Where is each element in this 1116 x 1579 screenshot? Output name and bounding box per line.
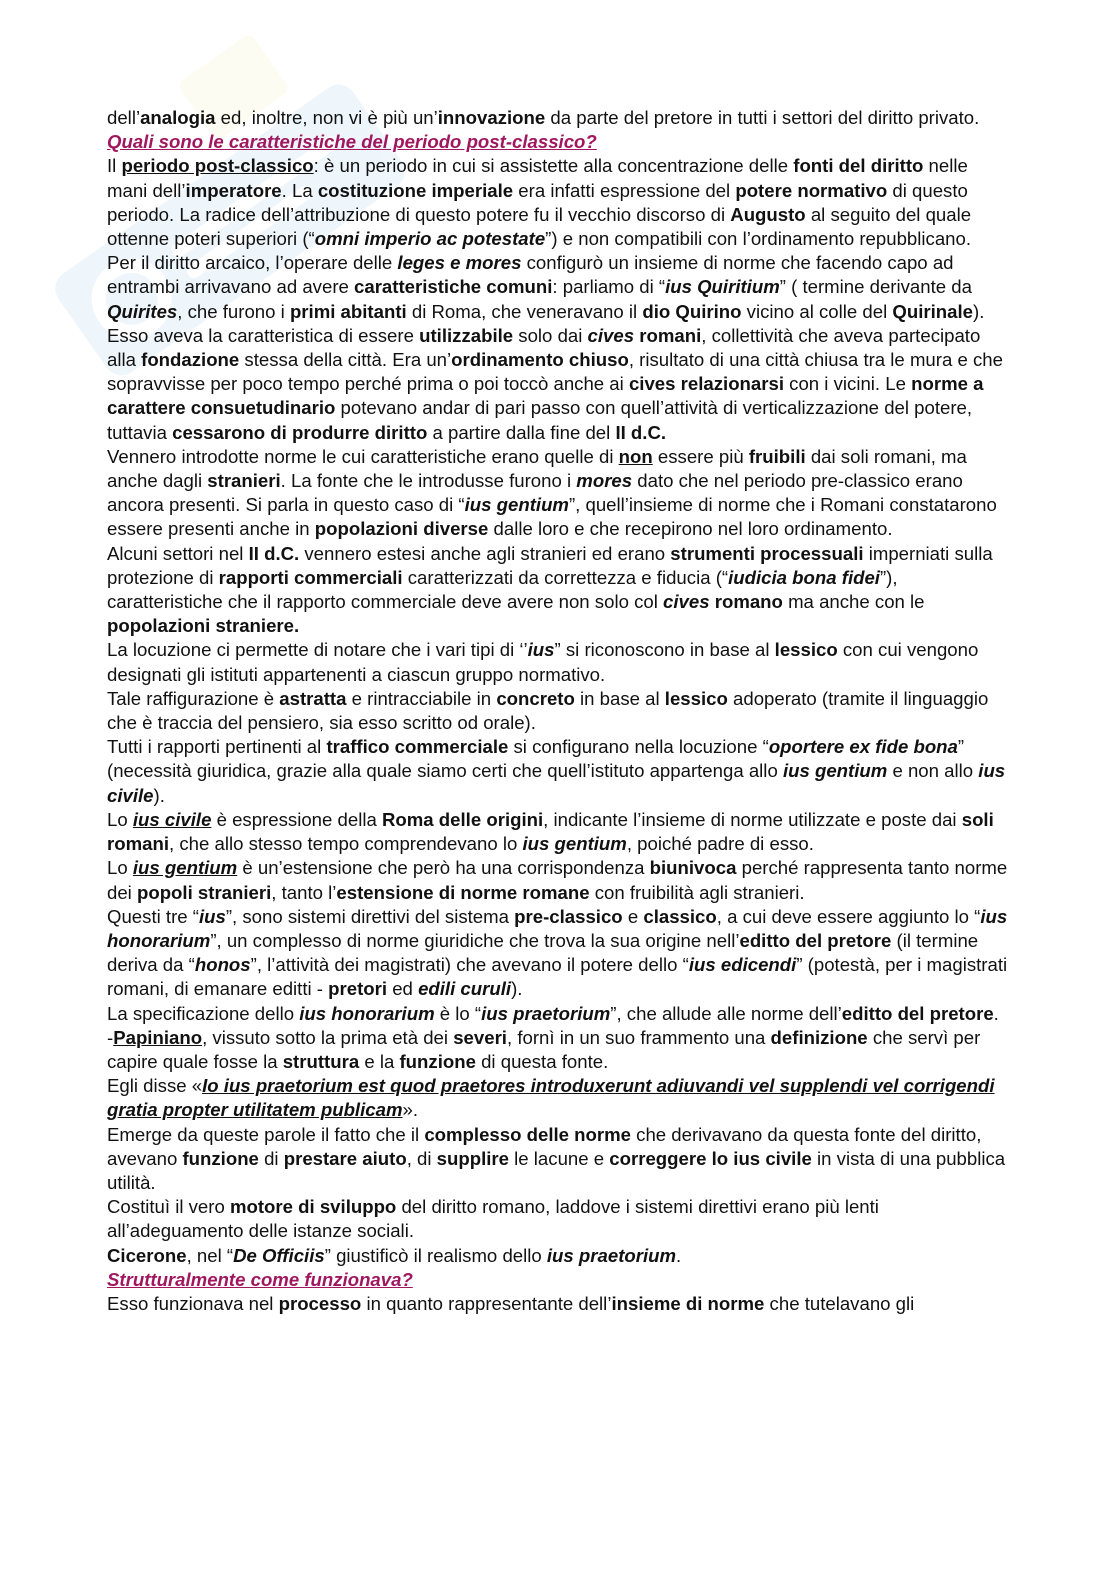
text-run: imperniati sulla protezione di (107, 542, 993, 588)
emphasis-text: fonti del diritto (793, 155, 924, 177)
emphasis-text: ius Quiritium (665, 276, 780, 298)
emphasis-text: prestare aiuto (283, 1147, 407, 1169)
emphasis-text: strumenti processuali (670, 542, 864, 564)
emphasis-text: lessico (774, 639, 838, 661)
emphasis-text: II d.C. (248, 542, 300, 564)
emphasis-text: astratta (279, 687, 347, 709)
text-run: caratterizzati da correttezza e fiducia (“ (402, 566, 729, 588)
emphasis-text: norme a carattere consuetudinario (107, 373, 984, 419)
emphasis-text: edili curuli (418, 978, 512, 1000)
emphasis-text: Quirites (107, 300, 178, 322)
text-run: vicino al colle del (741, 300, 893, 322)
text-run: , che furono i (177, 300, 290, 322)
paragraph (107, 808, 1012, 856)
text-run: in quanto rappresentante dell’ (361, 1292, 612, 1314)
emphasis-text: II d.C. (615, 421, 667, 443)
emphasis-text: ius civile (107, 760, 1006, 806)
emphasis-text: leges e mores (397, 252, 522, 274)
text-run: . La fonte che le introdusse furono i (280, 470, 577, 492)
emphasis-text: ordinamento chiuso (451, 349, 629, 371)
emphasis-text: popolazioni straniere. (107, 615, 300, 637)
emphasis-text: Augusto (730, 203, 806, 225)
text-run: si configurano nella locuzione “ (508, 736, 769, 758)
emphasis-text: ius civile (132, 808, 212, 830)
text-run: di Roma, che veneravano il (406, 300, 643, 322)
emphasis-text: romani (639, 324, 702, 346)
text-run: , nel “ (186, 1244, 234, 1266)
paragraph (107, 687, 1012, 735)
text-run: Lo (107, 857, 133, 879)
emphasis-text: caratteristiche comuni (354, 276, 553, 298)
text-run: di (258, 1147, 284, 1169)
text-run: Tutti i rapporti pertinenti al (107, 736, 327, 758)
emphasis-text: iudicia bona fidei (728, 566, 880, 588)
emphasis-text: analogia (140, 107, 216, 128)
emphasis-text: dio Quirino (642, 300, 742, 322)
text-run: ” giustificò il realismo dello (324, 1244, 547, 1266)
text-run: Vennero introdotte norme le cui caratteristiche erano quelle di (107, 445, 619, 467)
text-run: , poiché padre di esso. (626, 833, 814, 855)
emphasis-text: Papiniano (113, 1026, 203, 1048)
emphasis-text: Quirinale (892, 300, 974, 322)
text-run: dalle loro e che recepirono nel loro ordinamento. (488, 518, 893, 540)
text-run: - (107, 1026, 114, 1048)
emphasis-text: motore di sviluppo (229, 1196, 397, 1218)
emphasis-text: Io ius praetorium est quod praetores introduxerunt adiuvandi vel supplendi vel corrigendi gratia propter utilitatem publicam (107, 1075, 995, 1121)
emphasis-text: funzione (399, 1050, 476, 1072)
text-run: che tutelavano gli (764, 1292, 915, 1314)
text-run: vennero estesi anche agli stranieri ed erano (299, 542, 671, 564)
emphasis-text: cives (663, 591, 710, 613)
text-run: di questo periodo. La radice dell’attribuzione di questo potere fu il vecchio discorso di (107, 179, 968, 225)
text-run: , vissuto sotto la prima età dei (202, 1026, 454, 1048)
emphasis-text: soli romani (107, 808, 994, 855)
text-run: con cui vengono designati gli istituti appartenenti a ciascun gruppo normativo. (107, 639, 979, 685)
emphasis-text: editto del pretore (739, 929, 892, 951)
emphasis-text: biunivoca (649, 857, 737, 879)
paragraph (107, 735, 1012, 808)
paragraph (107, 1026, 1012, 1074)
text-run: ». (402, 1099, 418, 1121)
text-run: Alcuni settori nel (107, 542, 249, 564)
emphasis-text: utilizzabile (419, 324, 514, 346)
emphasis-text: imperatore (185, 179, 282, 201)
emphasis-text: potere normativo (735, 179, 888, 201)
text-run: solo dai (513, 324, 588, 346)
emphasis-text: fondazione (141, 349, 240, 371)
emphasis-text: ius gentium (522, 833, 627, 855)
emphasis-text: ius edicendi (688, 954, 797, 976)
text-run: ). (511, 978, 523, 1000)
text-run: perché rappresenta tanto norme dei (107, 857, 1008, 903)
text-run: è espressione della (211, 808, 382, 830)
emphasis-text: ius gentium (464, 494, 569, 516)
text-run: ”, l’attività dei magistrati) che avevano il potere dello “ (250, 954, 689, 976)
text-run: Costituì il vero (107, 1196, 230, 1218)
text-run: ”, un complesso di norme giuridiche che trova la sua origine nell’ (210, 929, 740, 951)
emphasis-text: honos (194, 954, 251, 976)
emphasis-text: Quali sono le caratteristiche del periodo post-classico? (107, 131, 597, 153)
text-run: di questa fonte. (475, 1050, 609, 1072)
emphasis-text: traffico commerciale (326, 736, 509, 758)
text-run: con fruibilità agli stranieri. (589, 881, 805, 903)
paragraph (107, 1002, 1012, 1026)
text-run: dai soli romani, ma anche dagli (107, 445, 967, 492)
emphasis-text: supplire (436, 1147, 509, 1169)
emphasis-text: mores (576, 470, 633, 492)
document-body (107, 106, 1012, 1316)
emphasis-text: ius gentium (782, 760, 888, 782)
emphasis-text: popoli stranieri (136, 881, 272, 903)
text-run: in base al (574, 687, 665, 709)
text-run: e la (359, 1050, 400, 1072)
emphasis-text: ius (198, 905, 226, 927)
text-run: : parliamo di “ (552, 276, 666, 298)
text-run: . (676, 1244, 682, 1266)
text-run: adoperato (tramite il linguaggio che è traccia del pensiero, sia esso scritto od orale). (107, 687, 989, 734)
text-run: configurò un insieme di norme che facendo capo ad entrambi arrivavano ad avere (107, 252, 954, 298)
emphasis-text: ius honorarium (299, 1002, 435, 1024)
emphasis-text: estensione di norme romane (336, 881, 590, 903)
paragraph (107, 638, 1012, 686)
emphasis-text: ius gentium (132, 857, 238, 879)
paragraph (107, 542, 1012, 639)
text-run: , di (406, 1147, 437, 1169)
text-run: dell’ (107, 107, 141, 128)
paragraph (107, 106, 1012, 130)
emphasis-text: omni imperio ac potestate (314, 228, 546, 250)
text-run: La specificazione dello (107, 1002, 300, 1024)
text-run: è lo “ (434, 1002, 482, 1024)
text-run: Tale raffigurazione è (107, 687, 280, 709)
text-run: ” (necessità giuridica, grazie alla quale siamo certi che quell’istituto appartenga allo (107, 736, 965, 782)
text-run: e rintracciabile in (346, 687, 497, 709)
text-run: nelle mani dell’ (107, 155, 968, 201)
text-run: ”, quell’insieme di norme che i Romani constatarono essere presenti anche in (107, 494, 997, 540)
paragraph (107, 154, 1012, 251)
text-run: ”) e non compatibili con l’ordinamento repubblicano. (545, 228, 972, 250)
text-run: Lo (107, 808, 133, 830)
paragraph (107, 856, 1012, 904)
emphasis-text: ius (527, 639, 555, 661)
text-run: ” ( termine derivante da (779, 276, 972, 298)
emphasis-text: ius praetorium (481, 1002, 611, 1024)
text-run: Per il diritto arcaico, l’operare delle (107, 252, 398, 274)
text-run: essere più (652, 445, 749, 467)
paragraph (107, 1123, 1012, 1196)
emphasis-text: periodo post-classico (121, 155, 314, 177)
emphasis-text: complesso delle norme (424, 1123, 631, 1145)
emphasis-text: innovazione (437, 107, 546, 128)
emphasis-text: editto del pretore (841, 1002, 994, 1024)
emphasis-text: stranieri (207, 470, 281, 492)
text-run: (il termine deriva da “ (107, 929, 979, 976)
text-run: le lacune e (509, 1147, 610, 1169)
question-heading (107, 1268, 1012, 1292)
text-run: , risultato di una città chiusa tra le mura e che sopravvisse per poco tempo perché prima o poi toccò anche ai (107, 349, 1003, 395)
text-run: che derivavano da questa fonte del diritto, avevano (107, 1123, 982, 1169)
emphasis-text: definizione (770, 1026, 868, 1048)
emphasis-text: severi (453, 1026, 507, 1048)
emphasis-text: cives relazionarsi (628, 373, 784, 395)
emphasis-text: pretori (328, 978, 388, 1000)
paragraph (107, 905, 1012, 1002)
text-run: , collettività che aveva partecipato alla (107, 324, 981, 371)
emphasis-text: primi abitanti (289, 300, 407, 322)
text-run: Egli disse « (107, 1075, 203, 1097)
paragraph (107, 445, 1012, 542)
text-run: . (993, 1002, 999, 1024)
text-run: e (622, 905, 644, 927)
text-run: stessa della città. Era un’ (239, 349, 452, 371)
emphasis-text: insieme di norme (611, 1292, 765, 1314)
emphasis-text: popolazioni diverse (314, 518, 489, 540)
text-run: ”, sono sistemi direttivi del sistema (225, 905, 515, 927)
text-run: e non allo (887, 760, 979, 782)
text-run: , a cui deve essere aggiunto lo “ (716, 905, 981, 927)
text-run: La locuzione ci permette di notare che i vari tipi di ‘’ (107, 639, 528, 661)
text-run: Emerge da queste parole il fatto che il (107, 1123, 425, 1145)
text-run: Esso funzionava nel (107, 1292, 279, 1314)
emphasis-text: cessarono di produrre diritto (172, 421, 428, 443)
text-run: ” (potestà, per i magistrati romani, di emanare editti - (107, 954, 1008, 1000)
paragraph (107, 1195, 1012, 1243)
emphasis-text: oportere ex fide bona (768, 736, 958, 758)
paragraph (107, 1074, 1012, 1122)
text-run: Questi tre “ (107, 905, 199, 927)
text-run: dato che nel periodo pre-classico erano ancora presenti. Si parla in questo caso di “ (107, 470, 963, 516)
text-run: era infatti espressione del (513, 179, 736, 201)
emphasis-text: Strutturalmente come funzionava? (107, 1268, 413, 1290)
text-run: a partire dalla fine del (427, 421, 616, 443)
text-run: in vista di una pubblica utilità. (107, 1147, 1006, 1193)
text-run: da parte del pretore in tutti i settori del diritto privato. (545, 107, 980, 128)
text-run: ma anche con le (782, 591, 925, 613)
text-run: : è un periodo in cui si assistette alla concentrazione delle (313, 155, 794, 177)
text-run: , fornì in un suo frammento una (506, 1026, 771, 1048)
text-run: ). (153, 784, 165, 806)
emphasis-text: cives (587, 324, 635, 346)
emphasis-text: costituzione imperiale (317, 179, 514, 201)
emphasis-text: Cicerone (107, 1244, 187, 1266)
text-run: ”), caratteristiche che il rapporto commerciale deve avere non solo col (107, 566, 898, 613)
text-run: del diritto romano, laddove i sistemi direttivi erano più lenti all’adeguamento delle istanze sociali. (107, 1196, 879, 1242)
paragraph (107, 1292, 1012, 1316)
text-run: che servì per capire quale fosse la (107, 1026, 981, 1072)
emphasis-text: ius praetorium (546, 1244, 677, 1266)
text-run: . La (281, 179, 318, 201)
paragraph (107, 251, 1012, 445)
text-run: , che allo stesso tempo comprendevano lo (169, 833, 523, 855)
text-run: ”, che allude alle norme dell’ (610, 1002, 842, 1024)
emphasis-text: fruibili (748, 445, 806, 467)
emphasis-text: pre-classico (514, 905, 623, 927)
emphasis-text: Roma delle origini (381, 808, 544, 830)
emphasis-text: De Officiis (233, 1244, 325, 1266)
emphasis-text: non (618, 445, 653, 467)
question-heading (107, 130, 1012, 154)
text-run: ed (387, 978, 419, 1000)
text-run: è un’estensione che però ha una corrispondenza (237, 857, 650, 879)
emphasis-text: lessico (664, 687, 728, 709)
emphasis-text: concreto (496, 687, 575, 709)
text-run: ). Esso aveva la caratteristica di essere (107, 300, 985, 346)
paragraph (107, 1244, 1012, 1268)
emphasis-text: classico (643, 905, 717, 927)
text-run: Il (107, 155, 122, 177)
text-run: ed, inoltre, non vi è più un’ (215, 107, 438, 128)
text-run: al seguito del quale ottenne poteri superiori (“ (107, 203, 972, 250)
emphasis-text: processo (278, 1292, 362, 1314)
emphasis-text: romano (714, 591, 783, 613)
text-run: , tanto l’ (271, 881, 337, 903)
text-run: con i vicini. Le (784, 373, 912, 395)
text-run: , indicante l’insieme di norme utilizzate e poste dai (543, 808, 962, 830)
text-run: ” si riconoscono in base al (554, 639, 775, 661)
text-run: potevano andar di pari passo con quell’attività di verticalizzazione del potere, tuttavia (107, 397, 973, 443)
emphasis-text: correggere lo ius civile (609, 1147, 812, 1169)
emphasis-text: struttura (282, 1050, 360, 1072)
emphasis-text: ius honorarium (107, 905, 1008, 951)
emphasis-text: funzione (182, 1147, 259, 1169)
emphasis-text: rapporti commerciali (218, 566, 403, 588)
